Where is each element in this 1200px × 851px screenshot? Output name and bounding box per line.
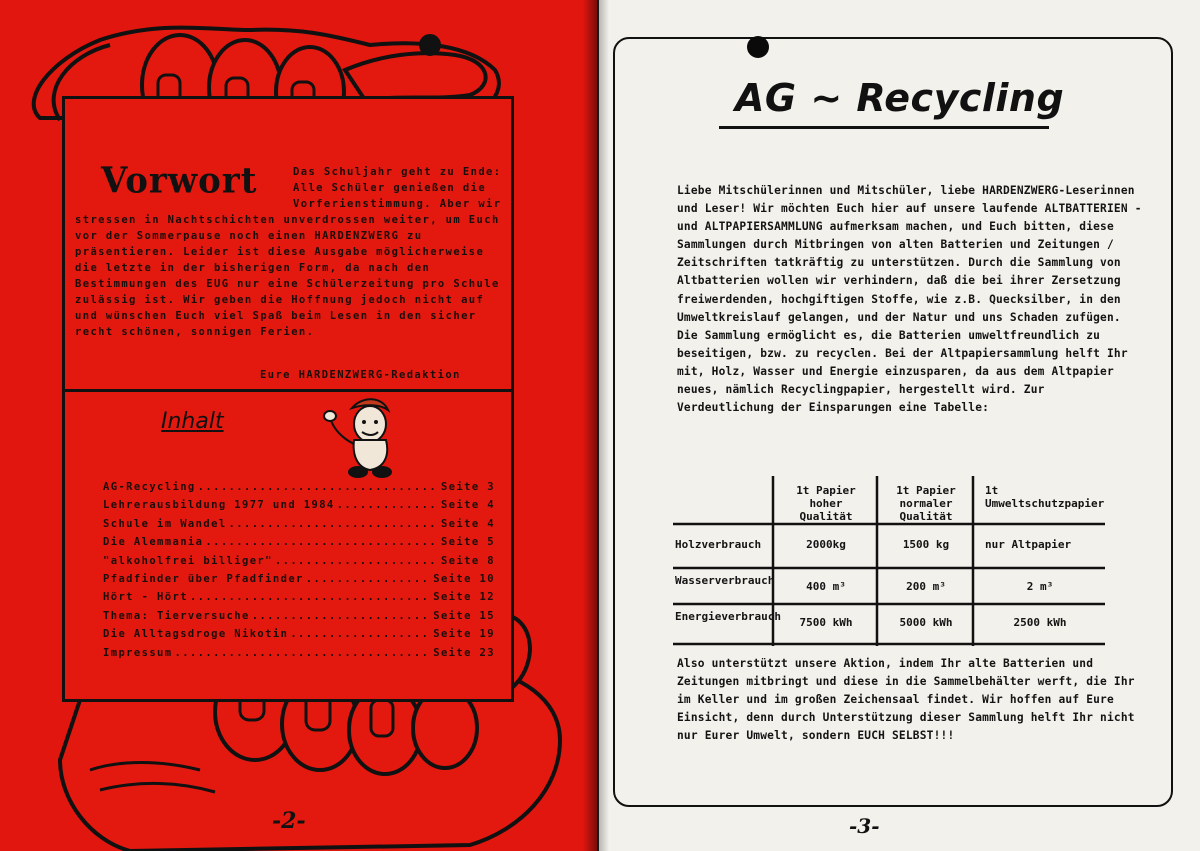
toc-item-title: Lehrerausbildung 1977 und 1984 [103, 499, 335, 512]
toc-item [103, 573, 495, 591]
table-cell: 1500 kg [902, 538, 950, 551]
toc-item-title: Die Alemmania [103, 536, 204, 549]
toc-leader-dots [290, 628, 431, 640]
table-header-cell: 1t Umweltschutzpapier [985, 484, 1105, 510]
table-cell: 400 m³ [806, 580, 846, 593]
toc-item-page: Seite 10 [433, 572, 495, 585]
table-cell: nur Altpapier [985, 538, 1072, 551]
toc-item-title: Schule im Wandel [103, 517, 227, 530]
toc-leader-dots [306, 573, 431, 585]
table-cell: 2000kg [806, 538, 846, 551]
table-header-cell: 1t Papier hoher Qualität [796, 484, 856, 523]
toc-item-page: Seite 12 [433, 591, 495, 604]
right-gutter-shadow [599, 0, 609, 851]
table-cell: 5000 kWh [899, 616, 953, 629]
left-gutter-shadow [583, 0, 597, 851]
foreword-lead-text: Das Schuljahr geht zu Ende: Alle Schüler genießen die Vorferienstimmung. Aber wir [293, 166, 502, 210]
toc-leader-dots [337, 499, 439, 511]
toc-item [103, 555, 495, 573]
toc-leader-dots [198, 481, 439, 493]
toc-item-page: Seite 19 [433, 628, 495, 641]
toc-item-page: Seite 4 [440, 499, 495, 512]
toc-item-page: Seite 23 [433, 646, 495, 659]
toc-item [103, 591, 495, 609]
toc-item [103, 536, 495, 554]
table-row-label: Wasserverbrauch [675, 574, 775, 587]
foreword-signature: Eure HARDENZWERG-Redaktion [260, 369, 461, 381]
contents-title: Inhalt [161, 409, 224, 434]
title-underline [719, 126, 1049, 129]
article-intro-text: Liebe Mitschülerinnen und Mitschüler, liebe HARDENZWERG-Leserinnen und Leser! Wir möchten Euch hier auf unsere laufende ALTBATTERIEN - und ALTPAPIERSAMMLUNG aufmerksam machen, und Euch bitten, diese Sammlungen durch Mitbringen von alten Batterien und Zeitungen / Zeitschriften tatkräftig zu unterstützen. Durch die Sammlung von Altbatterien wollen wir verhindern, daß die bei ihrer Zersetzung freiwerdenden, hochgiftigen Stoffe, wie z.B. Quecksilber, in den Umweltkreislauf gelangen, und der Natur und uns Schaden zufügen. Die Sammlung ermöglicht es, die Batterien umweltfreundlich zu beseitigen, bzw. zu recyclen. Bei der Altpapiersammlung helft Ihr mit, Holz, Wasser und Energie einzusparen, da aus dem Altpapier neues, nämlich Recyclingpapier, hergestellt wird. Zur Verdeutlichung der Einsparungen eine Tabelle: [677, 184, 1142, 415]
left-page [0, 0, 597, 851]
toc-item-page: Seite 5 [440, 536, 495, 549]
toc-item [103, 628, 495, 646]
foreword-body-text: stressen in Nachtschichten unverdrossen weiter, um Euch vor der Sommerpause noch einen HARDENZWERG zu präsentieren. Leider ist diese Ausgabe möglicherweise die letzte in der bisherigen Form, da nach den Bestimmungen des EUG nur eine Schülerzeitung pro Schule zulässig ist. Wir geben die Hoffnung jedoch nicht auf und wünschen Euch viel Spaß beim Lesen in den sicher recht schönen, sonnigen Ferien. [75, 214, 500, 338]
toc-item [103, 647, 495, 665]
toc-item-title: "alkoholfrei billiger" [103, 554, 273, 567]
table-cell: 200 m³ [906, 580, 946, 593]
table-cell: 7500 kWh [799, 616, 853, 629]
mascot-illustration [322, 396, 408, 478]
toc-leader-dots [229, 518, 439, 530]
toc-item-title: Die Alltagsdroge Nikotin [103, 628, 289, 641]
foreword-title: Vorwort [101, 160, 258, 202]
punch-hole [747, 36, 769, 58]
table-row-label: Holzverbrauch [675, 538, 762, 551]
toc-item [103, 499, 495, 517]
table-cell: 2500 kWh [1013, 616, 1067, 629]
toc-leader-dots [205, 536, 439, 548]
toc-item-title: Thema: Tierversuche [103, 609, 250, 622]
toc-item-title: Impressum [103, 646, 173, 659]
article-title: AG ~ Recycling [735, 76, 1065, 120]
toc-item [103, 518, 495, 536]
toc-leader-dots [252, 610, 432, 622]
toc-item-title: Pfadfinder über Pfadfinder [103, 572, 304, 585]
article-conclusion-text: Also unterstützt unsere Aktion, indem Ihr alte Batterien und Zeitungen mitbringt und diese in die Sammelbehälter werft, die Ihr im Keller und im großen Zeichensaal findet. Wir hoffen auf Eure Einsicht, denn durch Unterstützung dieser Sammlung helft Ihr nicht nur Eurer Umwelt, sondern EUCH SELBST!!! [677, 657, 1135, 743]
toc-leader-dots [275, 555, 439, 567]
toc-item [103, 481, 495, 499]
left-page-number: -2- [272, 808, 306, 834]
toc-item-page: Seite 15 [433, 609, 495, 622]
card-divider [65, 389, 511, 392]
table-of-contents [103, 481, 495, 665]
toc-item-page: Seite 8 [440, 554, 495, 567]
toc-leader-dots [175, 647, 432, 659]
toc-item-title: Hört - Hört [103, 591, 188, 604]
toc-item [103, 610, 495, 628]
table-header-cell: 1t Papier normaler Qualität [896, 484, 956, 523]
right-page-number: -3- [849, 814, 880, 838]
right-page [599, 0, 1200, 851]
toc-item-page: Seite 3 [440, 481, 495, 493]
toc-leader-dots [190, 591, 431, 603]
toc-item-page: Seite 4 [440, 517, 495, 530]
foreword-card [62, 96, 514, 702]
table-cell: 2 m³ [1026, 580, 1054, 593]
toc-item-title: AG-Recycling [103, 481, 196, 493]
table-row-label: Energieverbrauch [675, 610, 781, 623]
